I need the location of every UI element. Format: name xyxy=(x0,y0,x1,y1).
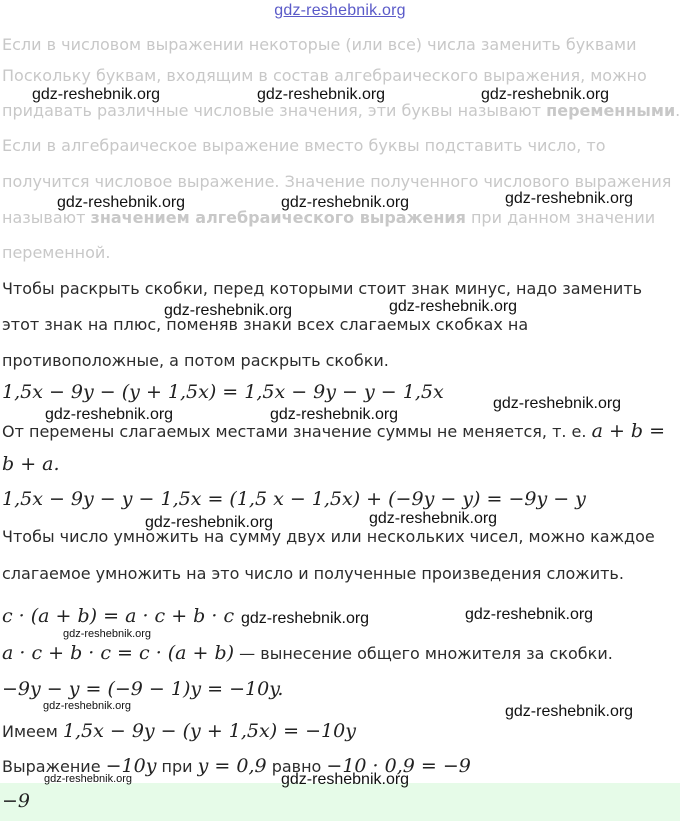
rule-commutative: От перемены слагаемых местами значение суммы не меняется, т. е. a + b = xyxy=(2,420,666,442)
rule-brackets-line-2: этот знак на плюс, поменяв знаки всех слагаемых скобках на xyxy=(2,315,529,334)
watermark: gdz-reshebnik.org xyxy=(505,703,634,720)
formula-commutative-a: a + b = xyxy=(591,420,666,442)
theory-line-4: Если в алгебраическое выражение вместо буквы подставить число, то xyxy=(2,136,606,155)
watermark: gdz-reshebnik.org xyxy=(389,298,518,315)
formula-common-factor-math: a · c + b · c = c · (a + b) xyxy=(2,642,235,664)
watermark-small: gdz-reshebnik.org xyxy=(43,700,132,712)
watermark: gdz-reshebnik.org xyxy=(45,406,174,423)
formula-open-brackets: 1,5x − 9y − (y + 1,5x) = 1,5x − 9y − y − 1,5x xyxy=(2,381,444,403)
watermark: gdz-reshebnik.org xyxy=(281,194,410,211)
rule-distributive-line-1: Чтобы число умножить на сумму двух или нескольких чисел, можно каждое xyxy=(2,527,655,546)
formula-common-factor xyxy=(2,642,613,664)
watermark: gdz-reshebnik.org xyxy=(164,302,293,319)
watermark: gdz-reshebnik.org xyxy=(493,395,622,412)
formula-distributive: c · (a + b) = a · c + b · c xyxy=(2,605,235,627)
formula-simplify: −9y − y = (−9 − 1)y = −10y. xyxy=(2,678,284,700)
term-expression-value: значением алгебраического выражения xyxy=(90,208,466,227)
watermark: gdz-reshebnik.org xyxy=(145,514,274,531)
formula-commutative-b: b + a. xyxy=(2,453,60,475)
rule-distributive-line-2: слагаемое умножить на это число и полученные произведения сложить. xyxy=(2,564,624,583)
formula-grouping: 1,5x − 9y − y − 1,5x = (1,5 x − 1,5x) + (−9y − y) = −9y − y xyxy=(2,488,586,510)
theory-line-1: Если в числовом выражении некоторые (или все) числа заменить буквами xyxy=(2,35,637,54)
watermark: gdz-reshebnik.org xyxy=(32,86,161,103)
final-expr: −10y xyxy=(105,755,157,777)
watermark: gdz-reshebnik.org xyxy=(241,610,370,627)
watermark-small: gdz-reshebnik.org xyxy=(63,628,152,640)
watermark-small: gdz-reshebnik.org xyxy=(44,773,133,785)
watermark: gdz-reshebnik.org xyxy=(465,606,594,623)
watermark: gdz-reshebnik.org xyxy=(257,86,386,103)
theory-line-6: называют значением алгебраического выражения при данном значении xyxy=(2,208,656,227)
final-condition: y = 0,9 xyxy=(197,755,267,777)
watermark: gdz-reshebnik.org xyxy=(369,510,498,527)
theory-line-3: придавать различные числовые значения, эти буквы называют переменными. xyxy=(2,101,680,120)
watermark: gdz-reshebnik.org xyxy=(505,190,634,207)
watermark: gdz-reshebnik.org xyxy=(281,771,410,788)
site-header-link[interactable]: gdz-reshebnik.org xyxy=(274,2,406,19)
watermark: gdz-reshebnik.org xyxy=(270,406,399,423)
watermark: gdz-reshebnik.org xyxy=(481,86,610,103)
theory-line-2: Поскольку буквам, входящим в состав алгебраического выражения, можно xyxy=(2,66,647,85)
theory-line-7: переменной. xyxy=(2,243,111,262)
rule-brackets-line-1: Чтобы раскрыть скобки, перед которыми стоит знак минус, надо заменить xyxy=(2,279,643,298)
watermark: gdz-reshebnik.org xyxy=(57,194,186,211)
answer-value: −9 xyxy=(2,790,31,812)
have-label: Имеем xyxy=(2,722,63,741)
final-result: −10 · 0,9 = −9 xyxy=(326,755,471,777)
rule-brackets-line-3: противоположные, а потом раскрыть скобки. xyxy=(2,351,389,370)
term-variables: переменными xyxy=(546,101,676,120)
have-line xyxy=(2,720,356,742)
final-line: Выражение −10y при y = 0,9 равно −10 · 0,9 = −9 xyxy=(2,755,471,777)
formula-common-factor-text: — вынесение общего множителя за скобки. xyxy=(234,644,613,663)
theory-line-5: получится числовое выражение. Значение полученного числового выражения xyxy=(2,172,672,191)
have-formula: 1,5x − 9y − (y + 1,5x) = −10y xyxy=(62,720,356,742)
